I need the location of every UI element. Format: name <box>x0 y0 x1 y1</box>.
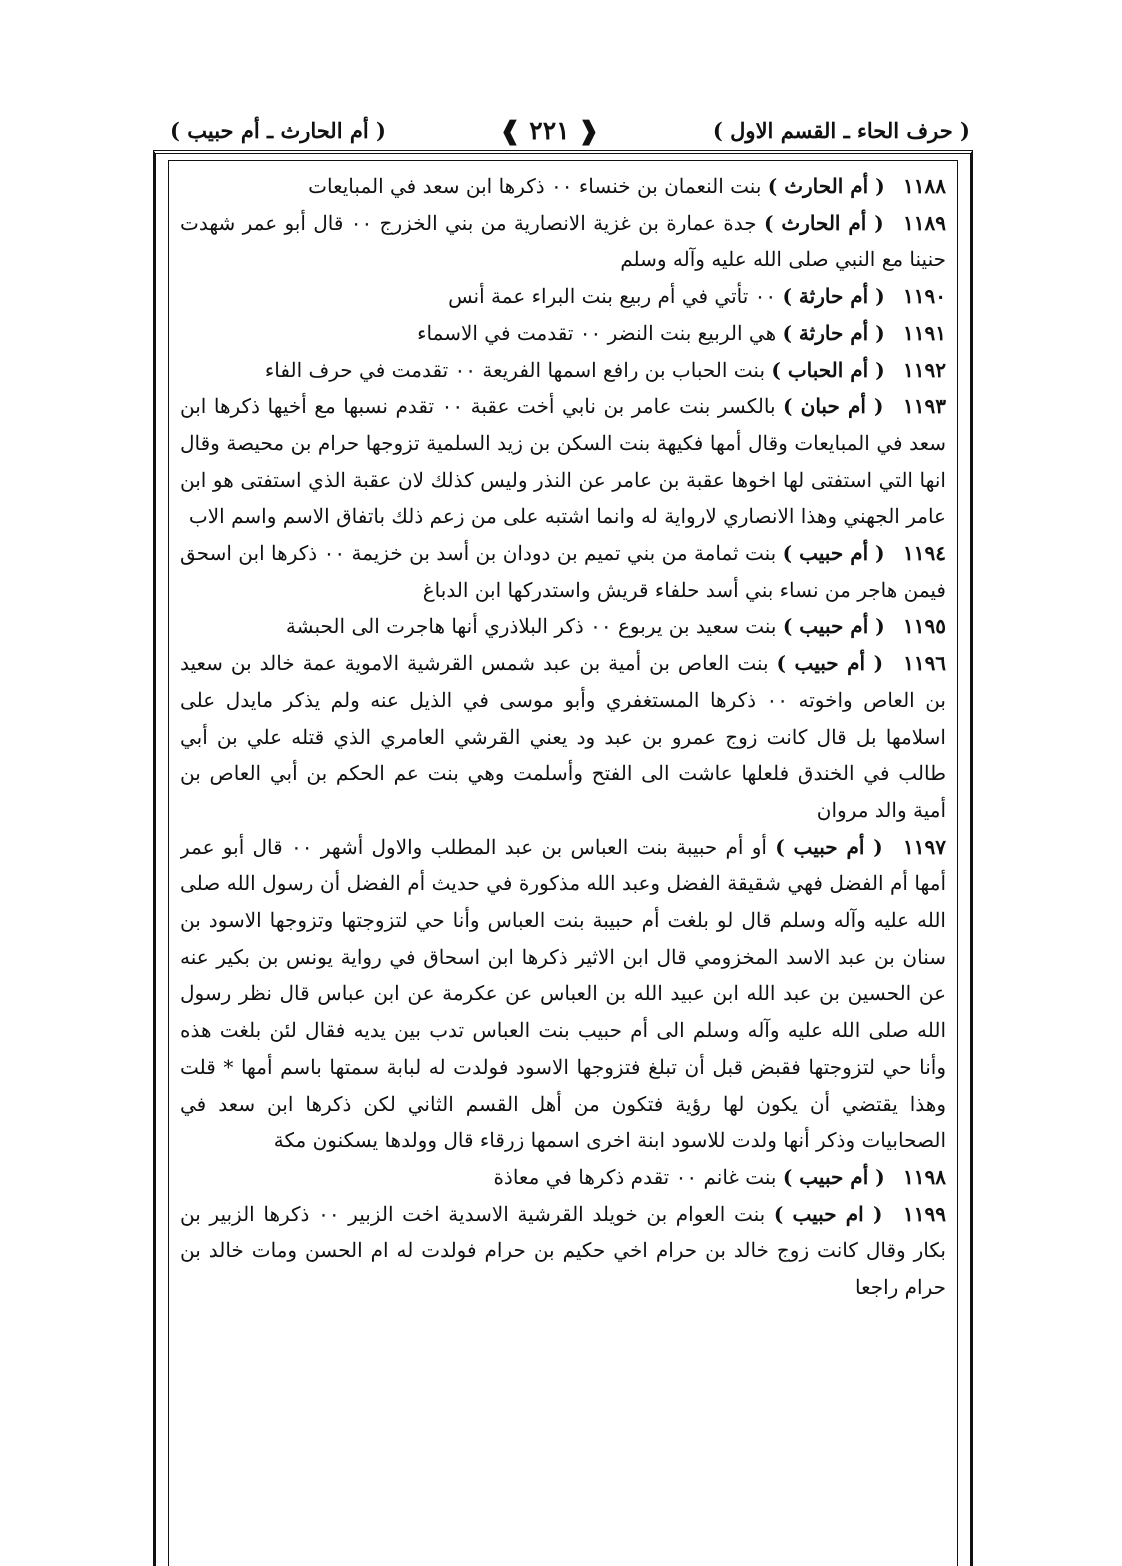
entry-number: ١١٩٨ <box>903 1164 946 1189</box>
entry-1189 <box>180 205 946 278</box>
entry-text: ٠٠ تأتي في أم ربيع بنت البراء عمة أنس <box>448 284 777 309</box>
entry-1196 <box>180 645 946 829</box>
entry-number: ١١٩٤ <box>903 541 946 566</box>
entry-1194 <box>180 535 946 608</box>
entry-1188 <box>180 168 946 205</box>
entry-text: بنت النعمان بن خنساء ٠٠ ذكرها ابن سعد في المبايعات <box>308 174 762 198</box>
entry-text: هي الربيع بنت النضر ٠٠ تقدمت في الاسماء <box>417 320 777 345</box>
entry-number: ١١٨٩ <box>903 210 946 235</box>
entry-number: ١١٩٠ <box>903 284 946 309</box>
entry-name: ( أم الحارث ) <box>763 210 884 235</box>
entry-1192 <box>180 352 946 389</box>
page-number: ❰ ٢٢١ ❱ <box>499 115 600 145</box>
entry-name: ( أم حبيب ) <box>782 614 885 639</box>
entry-number: ١١٩٦ <box>903 651 946 676</box>
entry-1193 <box>180 388 946 535</box>
header-section-title: ( حرف الحاء ـ القسم الاول ) <box>712 117 970 143</box>
entry-name: ( أم حبيب ) <box>776 651 884 676</box>
entry-text: بالكسر بنت عامر بن نابي أخت عقبة ٠٠ تقدم نسبها مع أخيها ذكرها ابن سعد في المبايعات وقال أمها فكيهة بنت السكن بن زيد السلمية تزوجها حرام بن محيصة وقال انها التي استفتى لها اخوها عقبة بن عامر عن النذر وليس كذلك لان عقبة الذي استفتى هو ابن عامر الجهني وهذا الانصاري لارواية له وانما اشتبه على من زعم ذلك باتفاق الاسم واسم الاب <box>180 394 946 529</box>
entry-number: ١١٩١ <box>903 320 946 345</box>
entry-number: ١١٨٨ <box>903 174 946 198</box>
entry-text: بنت العاص بن أمية بن عبد شمس القرشية الاموية عمة خالد بن سعيد بن العاص واخوته ٠٠ ذكرها المستغفري وأبو موسى في الذيل عنه ولم يذكر مايدل على اسلامها بل قال كانت زوج عمرو بن عبد ود يعني القرشي العامري الذي قتله علي بن أبي طالب في الخندق فلعلها عاشت الى الفتح وأسلمت وهي بنت عم الحكم بن أبي العاص بن أمية والد مروان <box>180 651 946 822</box>
entry-text: بنت العوام بن خويلد القرشية الاسدية اخت الزبير ٠٠ ذكرها الزبير بن بكار وقال كانت زوج خالد بن حرام اخي حكيم بن حرام فولدت له ام الحسن ومات خالد بن حرام راجعا <box>180 1201 946 1300</box>
entry-name: ( ام حبيب ) <box>773 1201 883 1226</box>
entry-text: أو أم حبيبة بنت العباس بن عبد المطلب والاول أشهر ٠٠ قال أبو عمر أمها أم الفضل فهي شقيقة الفضل وعبد الله مذكورة في حديث أم الفضل أن رسول الله صلى الله عليه وآله وسلم قال لو بلغت أم حبيبة بنت العباس وأنا حي لتزوجتها وتزوجها الاسود بن سنان بن عبد الاسد المخزومي قال ابن الاثير ذكرها ابن اسحاق في رواية يونس بن بكير عنه عن الحسين بن عبد الله ابن عبيد الله بن العباس عن عكرمة عن ابن عباس قال نظر رسول الله صلى الله عليه وآله وسلم الى أم حبيب بنت العباس تدب بين يديه فقال لئن بلغت هذه وأنا حي لتزوجتها فقبض قبل أن تبلغ فتزوجها الاسود فولدت له لبابة سمتها باسم أمها * قلت وهذا يقتضي أن يكون لها رؤية فتكون من أهل القسم الثاني لكن ذكرها ابن سعد في الصحابيات وذكر أنها ولدت للاسود ابنة اخرى اسمها زرقاء قال وولدها يسكنون مكة <box>180 834 946 1153</box>
entry-1197 <box>180 829 946 1159</box>
entry-text: بنت غانم ٠٠ تقدم ذكرها في معاذة <box>493 1164 777 1189</box>
running-header <box>170 108 970 152</box>
entry-1190 <box>180 278 946 315</box>
entry-1191 <box>180 315 946 352</box>
entry-number: ١١٩٣ <box>903 394 946 419</box>
main-text-column <box>180 168 946 1558</box>
entry-text: بنت الحباب بن رافع اسمها الفريعة ٠٠ تقدمت في حرف الفاء <box>264 357 766 382</box>
entry-name: ( أم حبيب ) <box>782 541 885 566</box>
entry-text: بنت سعيد بن يربوع ٠٠ ذكر البلاذري أنها هاجرت الى الحبشة <box>285 614 777 639</box>
entry-name: ( أم حبيب ) <box>782 1164 885 1189</box>
header-entry-range: ( أم الحارث ـ أم حبيب ) <box>170 117 386 143</box>
entry-name: ( أم حارثة ) <box>782 320 885 345</box>
entry-number: ١١٩٥ <box>903 614 946 639</box>
entry-text: جدة عمارة بن غزية الانصارية من بني الخزرج ٠٠ قال أبو عمر شهدت حنينا مع النبي صلى الله عليه وآله وسلم <box>180 210 946 272</box>
entry-1195 <box>180 608 946 645</box>
entry-name: ( أم حارثة ) <box>782 284 885 309</box>
entry-1199 <box>180 1196 946 1306</box>
entry-number: ١١٩٢ <box>903 357 946 382</box>
entry-name: ( أم حبيب ) <box>775 834 883 859</box>
entry-name: ( أم الحباب ) <box>771 357 885 382</box>
entry-1198 <box>180 1159 946 1196</box>
entry-number: ١١٩٩ <box>903 1201 946 1226</box>
entry-name: ( أم حبان ) <box>783 394 884 419</box>
entry-name: ( أم الحارث ) <box>767 174 885 198</box>
entry-text: بنت ثمامة من بني تميم بن دودان بن أسد بن خزيمة ٠٠ ذكرها ابن اسحق فيمن هاجر من نساء بني أسد حلفاء قريش واستدركها ابن الدباغ <box>180 541 946 602</box>
entry-number: ١١٩٧ <box>903 834 946 859</box>
